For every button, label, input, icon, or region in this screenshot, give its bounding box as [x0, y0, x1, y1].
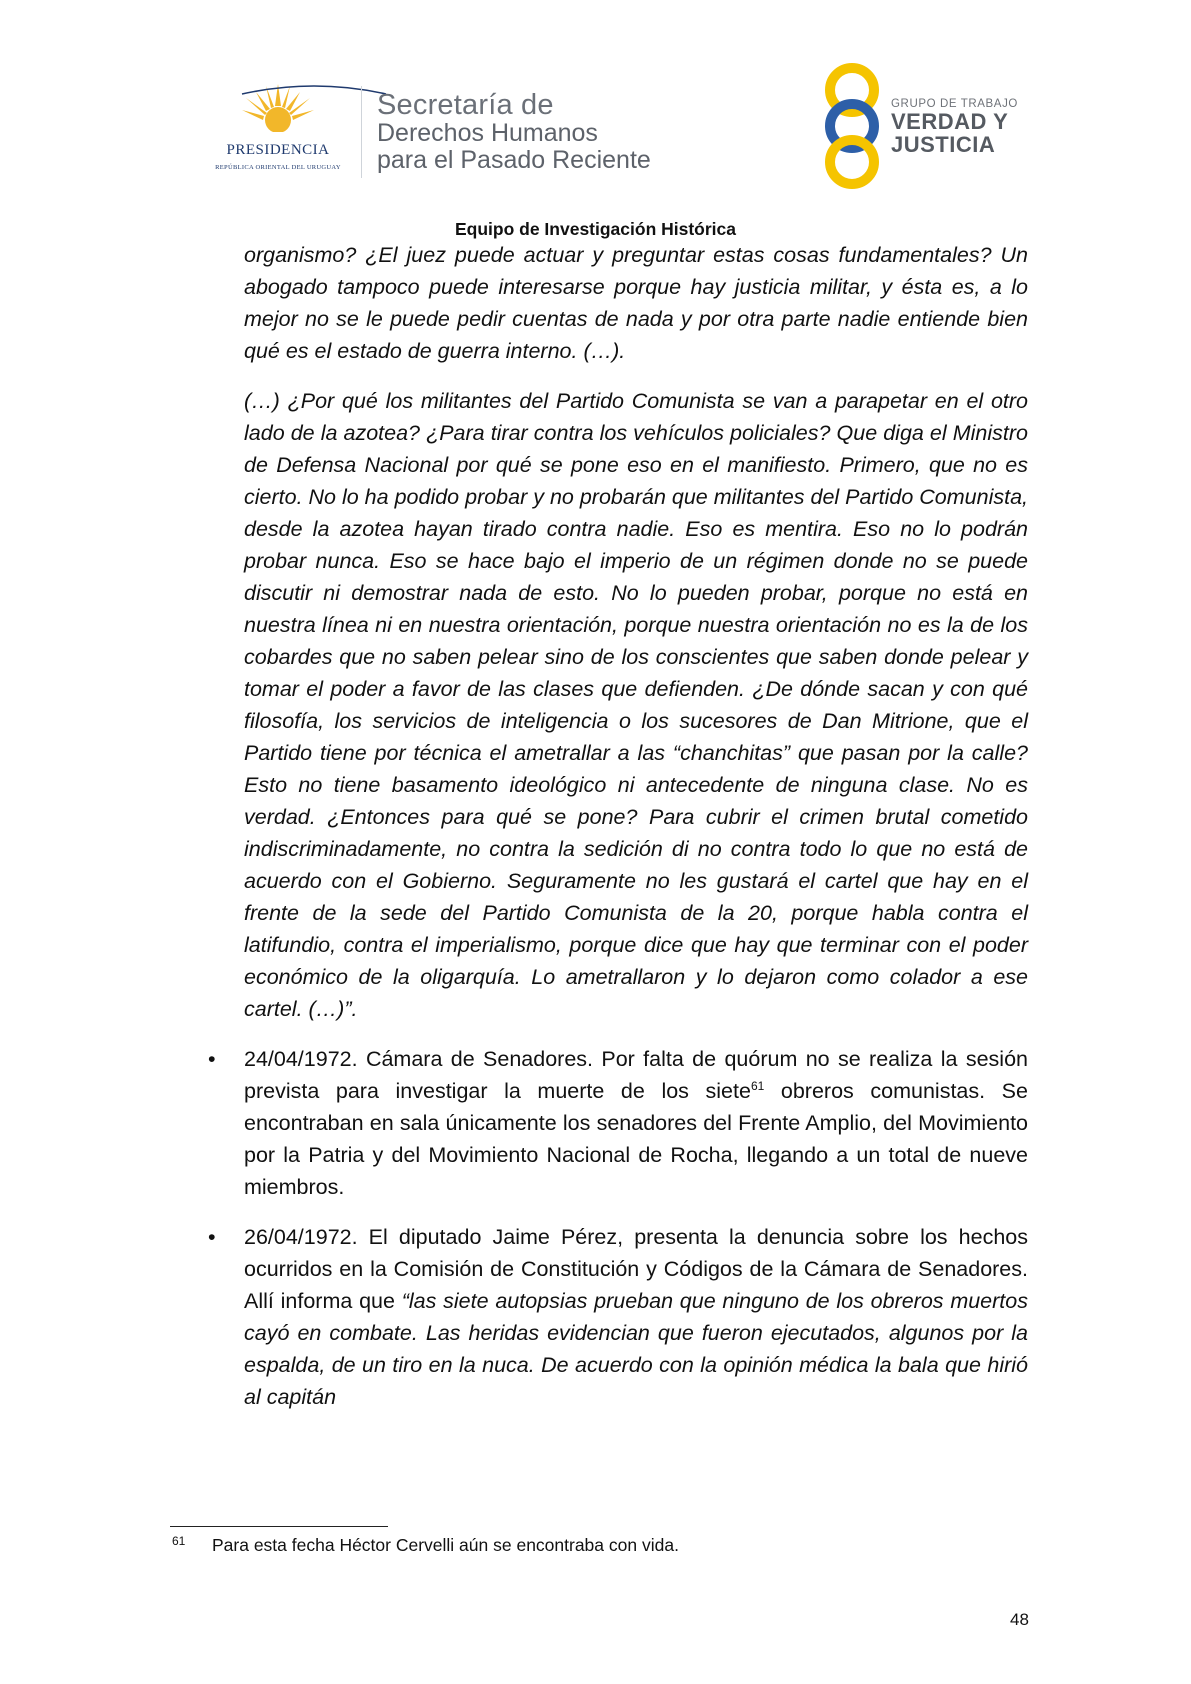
- page-number: 48: [1010, 1610, 1029, 1629]
- document-body: [208, 239, 1029, 1413]
- page-header: [0, 0, 1191, 215]
- footnote-ref[interactable]: 61: [750, 1078, 765, 1093]
- secretaria-line-2: Derechos Humanos: [377, 119, 598, 147]
- bullet-text: 26/04/1972. El diputado Jaime Pérez, presenta la denuncia sobre los hechos ocurridos en la Comisión de Constitución y Códigos de la Cámara de Senadores. Allí informa que “las siete autopsias prueban que ninguno de los obreros muertos cayó en combate. Las heridas evidencian que fueron ejecutados, algunos por la espalda, de un tiro en la nuca. De acuerdo con la opinión médica la bala que hirió al capitán: [244, 1225, 1028, 1409]
- secretaria-line-1: Secretaría de: [377, 89, 554, 121]
- bullet-icon: •: [208, 1225, 216, 1249]
- linked-rings-icon: [816, 62, 888, 190]
- list-item: [208, 1043, 1028, 1203]
- grupo-line-2: VERDAD Y: [891, 109, 1009, 134]
- header-divider: [361, 86, 362, 178]
- presidencia-label: PRESIDENCIA: [226, 142, 330, 158]
- presidencia-logo: [198, 82, 358, 178]
- footnote-text: Para esta fecha Héctor Cervelli aún se encontraba con vida.: [212, 1535, 679, 1555]
- grupo-verdad-justicia-logo: [816, 62, 1036, 190]
- secretaria-logo: [377, 90, 651, 174]
- arc-icon: [240, 82, 388, 96]
- quote-paragraph-1: organismo? ¿El juez puede actuar y preguntar estas cosas fundamentales? Un abogado tampoco puede interesarse porque hay justicia militar, y ésta es, a lo mejor no se le puede pedir cuentas de nada y por otra parte nadie entiende bien qué es el estado de guerra interno. (…).: [244, 243, 1028, 363]
- quote-paragraph-2: (…) ¿Por qué los militantes del Partido Comunista se van a parapetar en el otro lado de la azotea? ¿Para tirar contra los vehículos policiales? Que diga el Ministro de Defensa Nacional por qué se pone eso en el manifiesto. Primero, que no es cierto. No lo ha podido probar y no probarán que militantes del Partido Comunista, desde la azotea hayan tirado contra nadie. Eso es mentira. Eso no lo podrán probar nunca. Eso se hace bajo el imperio de un régimen donde no se puede discutir ni demostrar nada de esto. No lo pueden probar, porque no está en nuestra línea ni en nuestra orientación, porque nuestra orientación no es la de los cobardes que no saben pelear sino de los conscientes que saben donde pelear y tomar el poder a favor de las clases que defienden. ¿De dónde sacan y con qué filosofía, los servicios de inteligencia o los sucesores de Dan Mitrione, que el Partido tiene por técnica el ametrallar a las “chanchitas” que pasan por la calle? Esto no tiene basamento ideológico ni antecedente de ninguna clase. No es verdad. ¿Entonces para qué se pone? Para cubrir el crimen brutal cometido indiscriminadamente, no contra la sedición di no contra todo lo que no está de acuerdo con el Gobierno. Seguramente no les gustará el cartel que hay en el frente de la sede del Partido Comunista de la 20, porque habla contra el latifundio, contra el imperialismo, porque dice que hay que terminar con el poder económico de la oligarquía. Lo ametrallaron y lo dejaron como colador a ese cartel. (…)”.: [244, 389, 1029, 1021]
- grupo-line-3: JUSTICIA: [891, 132, 996, 157]
- bullet-icon: •: [208, 1047, 216, 1071]
- footnote-number: 61: [172, 1534, 186, 1548]
- secretaria-line-3: para el Pasado Reciente: [377, 146, 651, 174]
- list-item: [208, 1221, 1028, 1413]
- bullet-text: 24/04/1972. Cámara de Senadores. Por falta de quórum no se realiza la sesión prevista para investigar la muerte de los siete$^{61}$ obreros comunistas. Se encontraban en sala únicamente los senadores del Frente Amplio, del Movimiento por la Patria y del Movimiento Nacional de Rocha, llegando a un total de nueve miembros.: [244, 1047, 1028, 1199]
- team-title: Equipo de Investigación Histórica: [454, 219, 737, 239]
- quote-inline: “las siete autopsias prueban que ninguno de los obreros muertos cayó en combate. Las heridas evidencian que fueron ejecutados, algunos por la espalda, de un tiro en la nuca. De acuerdo con la opinión médica la bala que hirió al capitán: [244, 1289, 1028, 1409]
- grupo-line-1: GRUPO DE TRABAJO: [891, 98, 1018, 110]
- footnote-divider: [170, 1526, 388, 1527]
- republica-label: REPÚBLICA ORIENTAL DEL URUGUAY: [215, 164, 341, 171]
